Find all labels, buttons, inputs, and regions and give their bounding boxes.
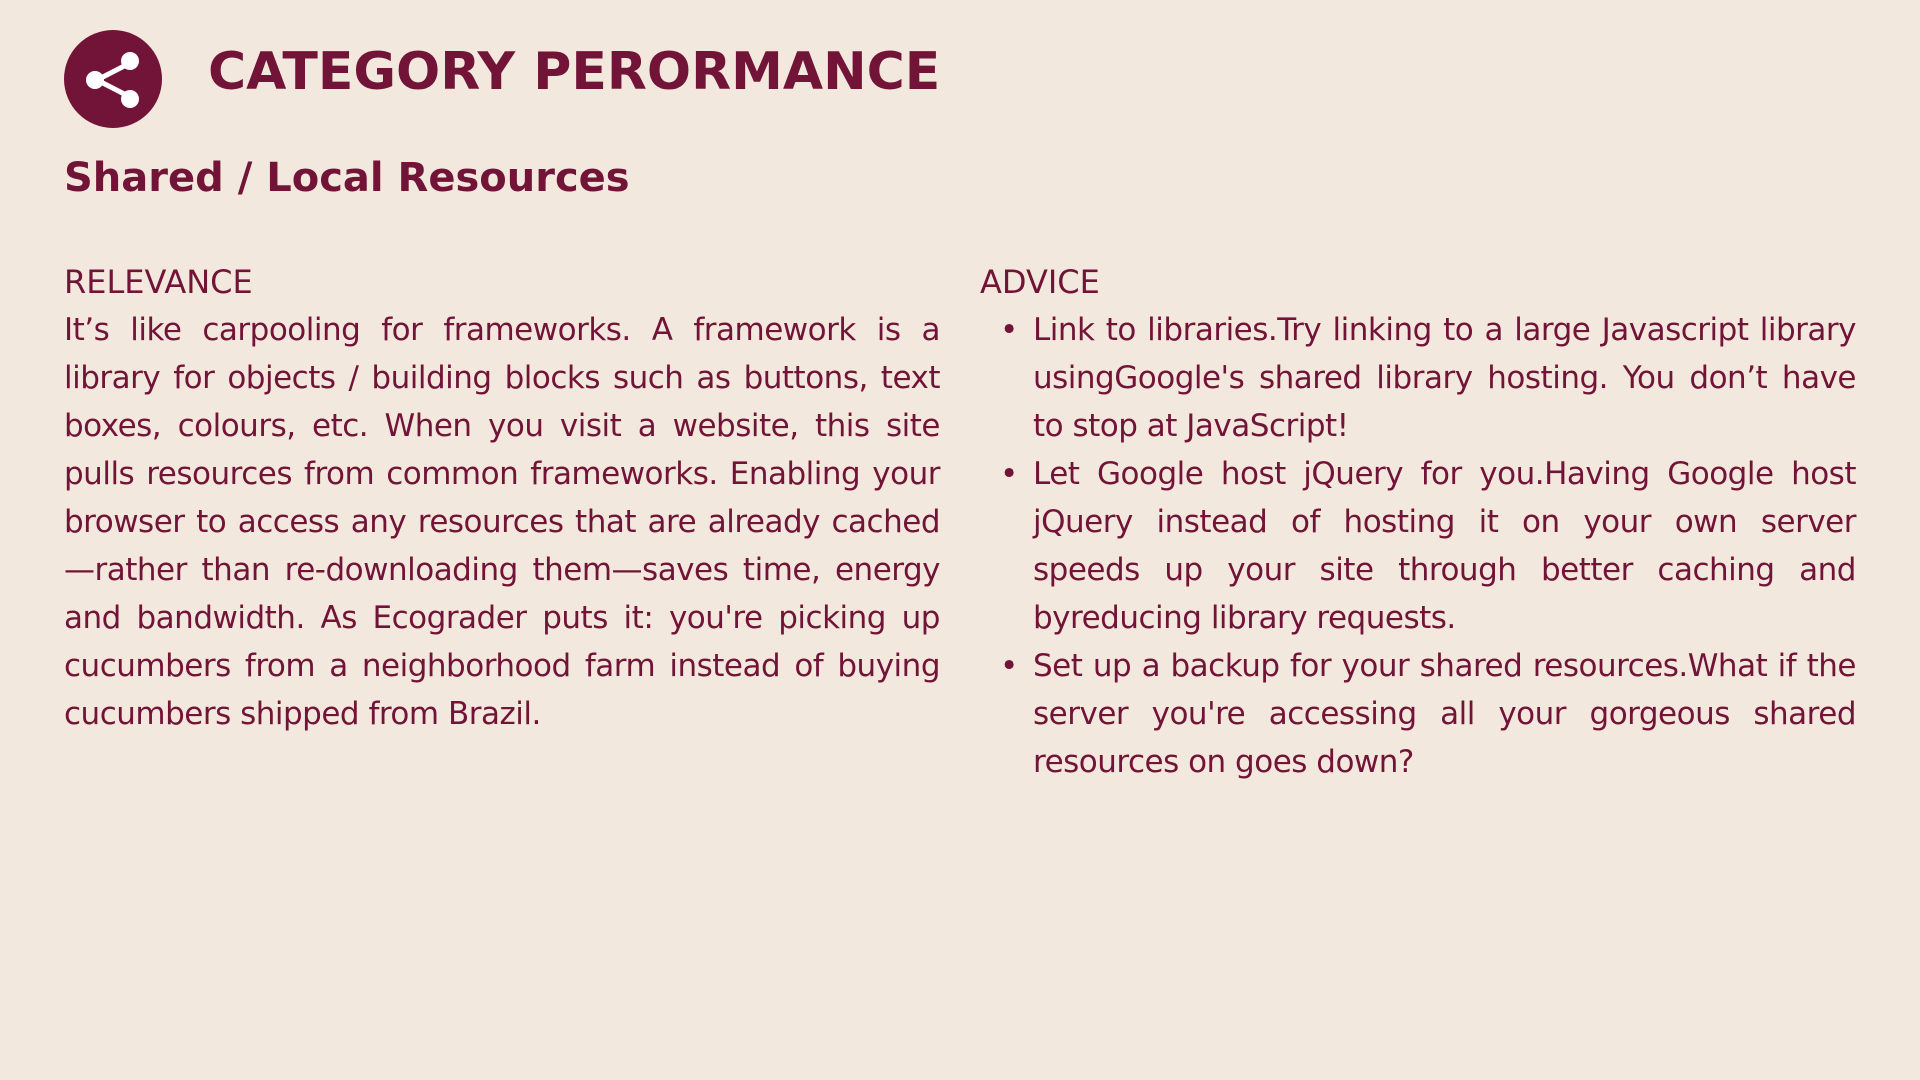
share-icon-badge: [64, 30, 162, 128]
advice-item: [980, 642, 1856, 786]
bullet-icon: •: [1000, 456, 1018, 492]
advice-item-text: Link to libraries.Try linking to a large Javascript library usingGoogle's shared library hosting. You don’t have to stop at JavaScript!: [1033, 312, 1856, 444]
page-subtitle: Shared / Local Resources: [64, 155, 630, 201]
advice-item-text: Let Google host jQuery for you.Having Google host jQuery instead of hosting it on your own server speeds up your site through better caching and byreducing library requests.: [1033, 456, 1856, 636]
advice-list: [980, 306, 1856, 786]
bullet-icon: •: [1000, 648, 1018, 684]
advice-item: [980, 306, 1856, 450]
share-icon: [64, 30, 162, 128]
relevance-heading: RELEVANCE: [64, 263, 253, 301]
advice-item: [980, 450, 1856, 642]
advice-item-text: Set up a backup for your shared resources.What if the server you're accessing all your gorgeous shared resources on goes down?: [1033, 648, 1856, 780]
relevance-section: [64, 258, 940, 738]
advice-section: [980, 258, 1856, 786]
page-title: CATEGORY PERORMANCE: [208, 42, 941, 102]
advice-heading: ADVICE: [980, 263, 1100, 301]
bullet-icon: •: [1000, 312, 1018, 348]
relevance-body: It’s like carpooling for frameworks. A framework is a library for objects / building blocks such as buttons, text boxes, colours, etc. When you visit a website, this site pulls resources from common frameworks. Enabling your browser to access any resources that are already cached—rather than re-downloading them—saves time, energy and bandwidth. As Ecograder puts it: you're picking up cucumbers from a neighborhood farm instead of buying cucumbers shipped from Brazil.: [64, 312, 940, 732]
